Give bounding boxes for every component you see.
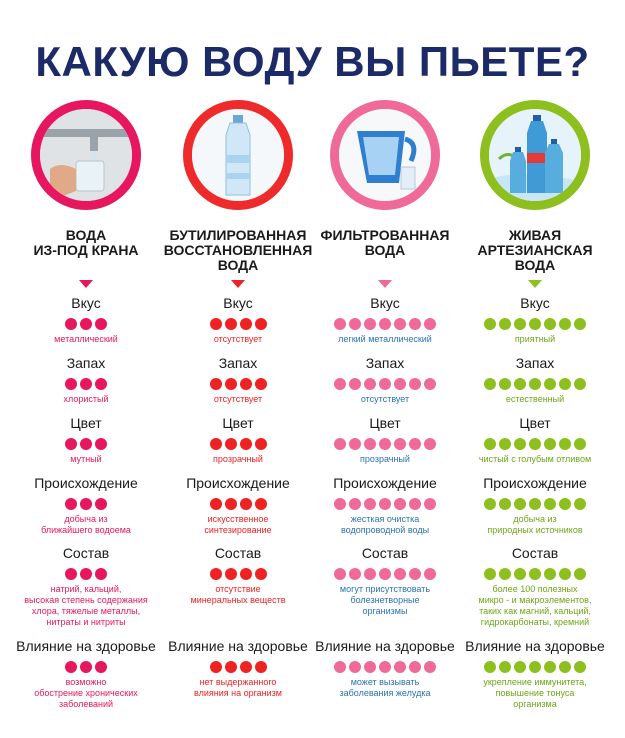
attribute-section [163,545,313,606]
rating-dot [574,661,586,673]
attribute-description: легкий металлический [338,334,432,344]
attribute-title: Влияние на здоровье [465,638,605,654]
rating-dot [240,498,252,510]
rating-dot [559,498,571,510]
rating-dot [394,568,406,580]
rating-dot [225,498,237,510]
rating-dot [484,498,496,510]
attribute-section [460,295,610,345]
attribute-title: Цвет [369,415,401,431]
rating-dot [529,438,541,450]
rating-dot [210,318,222,330]
rating-dot [529,378,541,390]
rating-dot [499,378,511,390]
rating-dot [544,318,556,330]
rating-dot [334,661,346,673]
rating-dot [379,661,391,673]
rating-dot [364,498,376,510]
rating-dots [11,438,161,450]
rating-dot [210,378,222,390]
rating-dots [460,661,610,673]
rating-dot [95,568,107,580]
rating-dot [255,661,267,673]
rating-dot [499,498,511,510]
rating-dot [379,568,391,580]
rating-dot [409,318,421,330]
rating-dot [499,568,511,580]
rating-dot [394,438,406,450]
rating-dots [310,661,460,673]
column-filtered-water [310,100,460,282]
attribute-title: Влияние на здоровье [168,638,308,654]
attribute-section [310,355,460,405]
attribute-description: прозрачный [360,454,410,464]
attribute-description: хлористый [63,394,109,404]
rating-dot [364,568,376,580]
rating-dots [163,378,313,390]
attribute-description: искусственное синтезирование [204,514,272,535]
column-tap-water [11,100,161,282]
rating-dot [529,318,541,330]
rating-dots [163,661,313,673]
attribute-title: Запах [218,355,258,371]
rating-dot [255,318,267,330]
rating-dot [334,438,346,450]
attribute-description: укрепление иммунитета, повышение тонуса организма [483,677,587,709]
rating-dot [499,661,511,673]
rating-dot [424,498,436,510]
rating-dots [310,438,460,450]
rating-dot [529,498,541,510]
attribute-description: прозрачный [213,454,263,464]
rating-dot [394,318,406,330]
rating-dot [574,568,586,580]
attribute-section [310,638,460,699]
attribute-title: Происхождение [333,475,437,491]
rating-dot [334,378,346,390]
rating-dot [240,661,252,673]
rating-dot [544,568,556,580]
rating-dots [163,318,313,330]
rating-dot [95,318,107,330]
rating-dot [210,498,222,510]
rating-dot [379,498,391,510]
pointer-triangle [231,280,245,288]
attribute-description: металлический [54,334,118,344]
rating-dot [225,318,237,330]
attribute-description: приятный [514,334,556,344]
attribute-description: отсутствует [213,334,263,344]
column-name: БУТИЛИРОВАННАЯ ВОССТАНОВЛЕННАЯ ВОДА [163,227,313,273]
attribute-section [163,415,313,465]
pointer-triangle [528,280,542,288]
rating-dot [225,661,237,673]
rating-dot [379,378,391,390]
rating-dot [409,568,421,580]
rating-dot [334,568,346,580]
attribute-section [163,355,313,405]
attribute-section [163,638,313,699]
rating-dot [544,498,556,510]
filtered-water-photo [330,100,440,210]
attribute-description: чистый с голубым отливом [478,454,592,464]
artesian-bottles-icon [489,109,581,201]
rating-dot [484,568,496,580]
attribute-title: Состав [214,545,262,561]
attribute-title: Цвет [222,415,254,431]
rating-dot [574,438,586,450]
rating-dots [11,568,161,580]
rating-dot [349,438,361,450]
rating-dot [559,378,571,390]
rating-dot [65,568,77,580]
rating-dot [409,378,421,390]
attribute-section [460,415,610,465]
rating-dot [499,438,511,450]
rating-dot [409,438,421,450]
rating-dot [529,568,541,580]
rating-dots [11,318,161,330]
rating-dot [80,318,92,330]
rating-dot [240,438,252,450]
rating-dot [574,378,586,390]
rating-dots [11,498,161,510]
rating-dots [310,318,460,330]
page-title: КАКУЮ ВОДУ ВЫ ПЬЕТЕ? [35,38,590,85]
attribute-section [11,475,161,536]
attribute-section [11,415,161,465]
rating-dot [544,438,556,450]
attribute-description: нет выдержанного влияния на организм [194,677,282,698]
rating-dot [95,498,107,510]
rating-dot [225,438,237,450]
rating-dots [460,438,610,450]
rating-dot [240,378,252,390]
attribute-section [460,545,610,628]
attribute-title: Вкус [520,295,550,311]
attribute-section [11,545,161,628]
rating-dot [424,318,436,330]
rating-dot [225,378,237,390]
rating-dot [409,661,421,673]
attribute-description: может вызывать заболевания желудка [339,677,431,698]
attribute-section [460,638,610,710]
attribute-description: натрий, кальций, высокая степень содержания хлора, тяжелые металлы, нитраты и нитриты [24,584,148,627]
rating-dot [95,378,107,390]
attribute-title: Запах [66,355,106,371]
attribute-description: добыча из природных источников [487,514,583,535]
attribute-description: возможно обострение хронических заболеваний [34,677,138,709]
rating-dot [484,318,496,330]
rating-dot [95,661,107,673]
attribute-description: добыча из ближайшего водоема [41,514,131,535]
attribute-description: более 100 полезных микро - и макроэлементов, таких как магний, кальций, гидрокарбонаты, кремний [478,584,592,627]
attribute-description: отсутствует [213,394,263,404]
rating-dots [310,378,460,390]
attribute-title: Состав [62,545,110,561]
rating-dot [255,378,267,390]
column-artesian-water [460,100,610,282]
attribute-description: отсутствует [360,394,410,404]
attribute-title: Вкус [223,295,253,311]
rating-dot [210,661,222,673]
filter-jug-icon [339,109,431,201]
rating-dot [574,318,586,330]
rating-dot [514,378,526,390]
rating-dot [255,438,267,450]
bottled-water-photo [183,100,293,210]
rating-dot [65,378,77,390]
rating-dot [210,438,222,450]
rating-dot [394,378,406,390]
rating-dot [240,318,252,330]
column-bottled-water [163,100,313,282]
rating-dot [210,568,222,580]
rating-dot [484,661,496,673]
tap-water-photo [31,100,141,210]
rating-dot [559,438,571,450]
rating-dots [163,498,313,510]
rating-dot [65,498,77,510]
rating-dot [544,661,556,673]
rating-dot [349,378,361,390]
attribute-section [11,355,161,405]
attribute-title: Запах [515,355,555,371]
rating-dot [255,568,267,580]
attribute-title: Происхождение [186,475,290,491]
rating-dots [310,498,460,510]
rating-dot [80,378,92,390]
rating-dot [95,438,107,450]
attribute-section [310,415,460,465]
attribute-description: могут присутствовать болезнетворные организмы [339,584,431,616]
rating-dot [514,318,526,330]
attribute-description: естественный [505,394,565,404]
attribute-section [460,475,610,536]
column-name: ЖИВАЯ АРТЕЗИАНСКАЯ ВОДА [477,227,593,273]
rating-dot [379,438,391,450]
rating-dot [514,661,526,673]
rating-dot [559,661,571,673]
rating-dot [349,498,361,510]
rating-dot [379,318,391,330]
rating-dots [460,318,610,330]
rating-dots [460,378,610,390]
column-name: ФИЛЬТРОВАННАЯ ВОДА [320,227,450,258]
attribute-title: Состав [361,545,409,561]
attribute-title: Вкус [370,295,400,311]
rating-dot [80,438,92,450]
rating-dots [11,378,161,390]
rating-dots [460,568,610,580]
attribute-title: Цвет [70,415,102,431]
attribute-title: Влияние на здоровье [16,638,156,654]
column-name: ВОДА ИЗ-ПОД КРАНА [33,227,139,258]
rating-dot [394,498,406,510]
rating-dot [424,378,436,390]
attribute-description: жесткая очистка водопроводной воды [340,514,430,535]
plastic-bottle-icon [192,109,284,201]
attribute-section [310,295,460,345]
attribute-section [11,638,161,710]
rating-dots [163,438,313,450]
rating-dot [424,568,436,580]
rating-dot [80,568,92,580]
rating-dot [349,568,361,580]
pointer-triangle [378,280,392,288]
attribute-title: Запах [365,355,405,371]
rating-dot [424,438,436,450]
rating-dot [484,378,496,390]
rating-dot [80,661,92,673]
attribute-title: Вкус [71,295,101,311]
rating-dot [255,498,267,510]
attribute-section [310,545,460,617]
rating-dot [334,498,346,510]
rating-dot [334,318,346,330]
rating-dot [559,318,571,330]
pointer-triangle [79,280,93,288]
rating-dot [80,498,92,510]
rating-dot [409,498,421,510]
rating-dot [364,661,376,673]
rating-dot [514,568,526,580]
rating-dot [349,661,361,673]
rating-dot [225,568,237,580]
attribute-section [460,355,610,405]
attribute-section [310,475,460,536]
rating-dot [364,378,376,390]
rating-dot [514,498,526,510]
rating-dot [364,438,376,450]
rating-dots [163,568,313,580]
rating-dot [65,661,77,673]
attribute-section [11,295,161,345]
rating-dot [544,378,556,390]
rating-dot [394,661,406,673]
rating-dot [65,438,77,450]
attribute-section [163,295,313,345]
rating-dots [460,498,610,510]
rating-dots [310,568,460,580]
tap-water-glass-icon [40,109,132,201]
rating-dot [240,568,252,580]
rating-dot [559,568,571,580]
rating-dot [65,318,77,330]
attribute-title: Происхождение [483,475,587,491]
attribute-title: Происхождение [34,475,138,491]
rating-dot [529,661,541,673]
rating-dot [484,438,496,450]
attribute-description: мутный [70,454,102,464]
attribute-description: отсутствие минеральных веществ [190,584,286,605]
rating-dot [364,318,376,330]
rating-dot [514,438,526,450]
attribute-title: Цвет [519,415,551,431]
rating-dot [349,318,361,330]
attribute-title: Состав [511,545,559,561]
rating-dots [11,661,161,673]
attribute-section [163,475,313,536]
artesian-water-photo [480,100,590,210]
rating-dot [499,318,511,330]
rating-dot [424,661,436,673]
attribute-title: Влияние на здоровье [315,638,455,654]
rating-dot [574,498,586,510]
